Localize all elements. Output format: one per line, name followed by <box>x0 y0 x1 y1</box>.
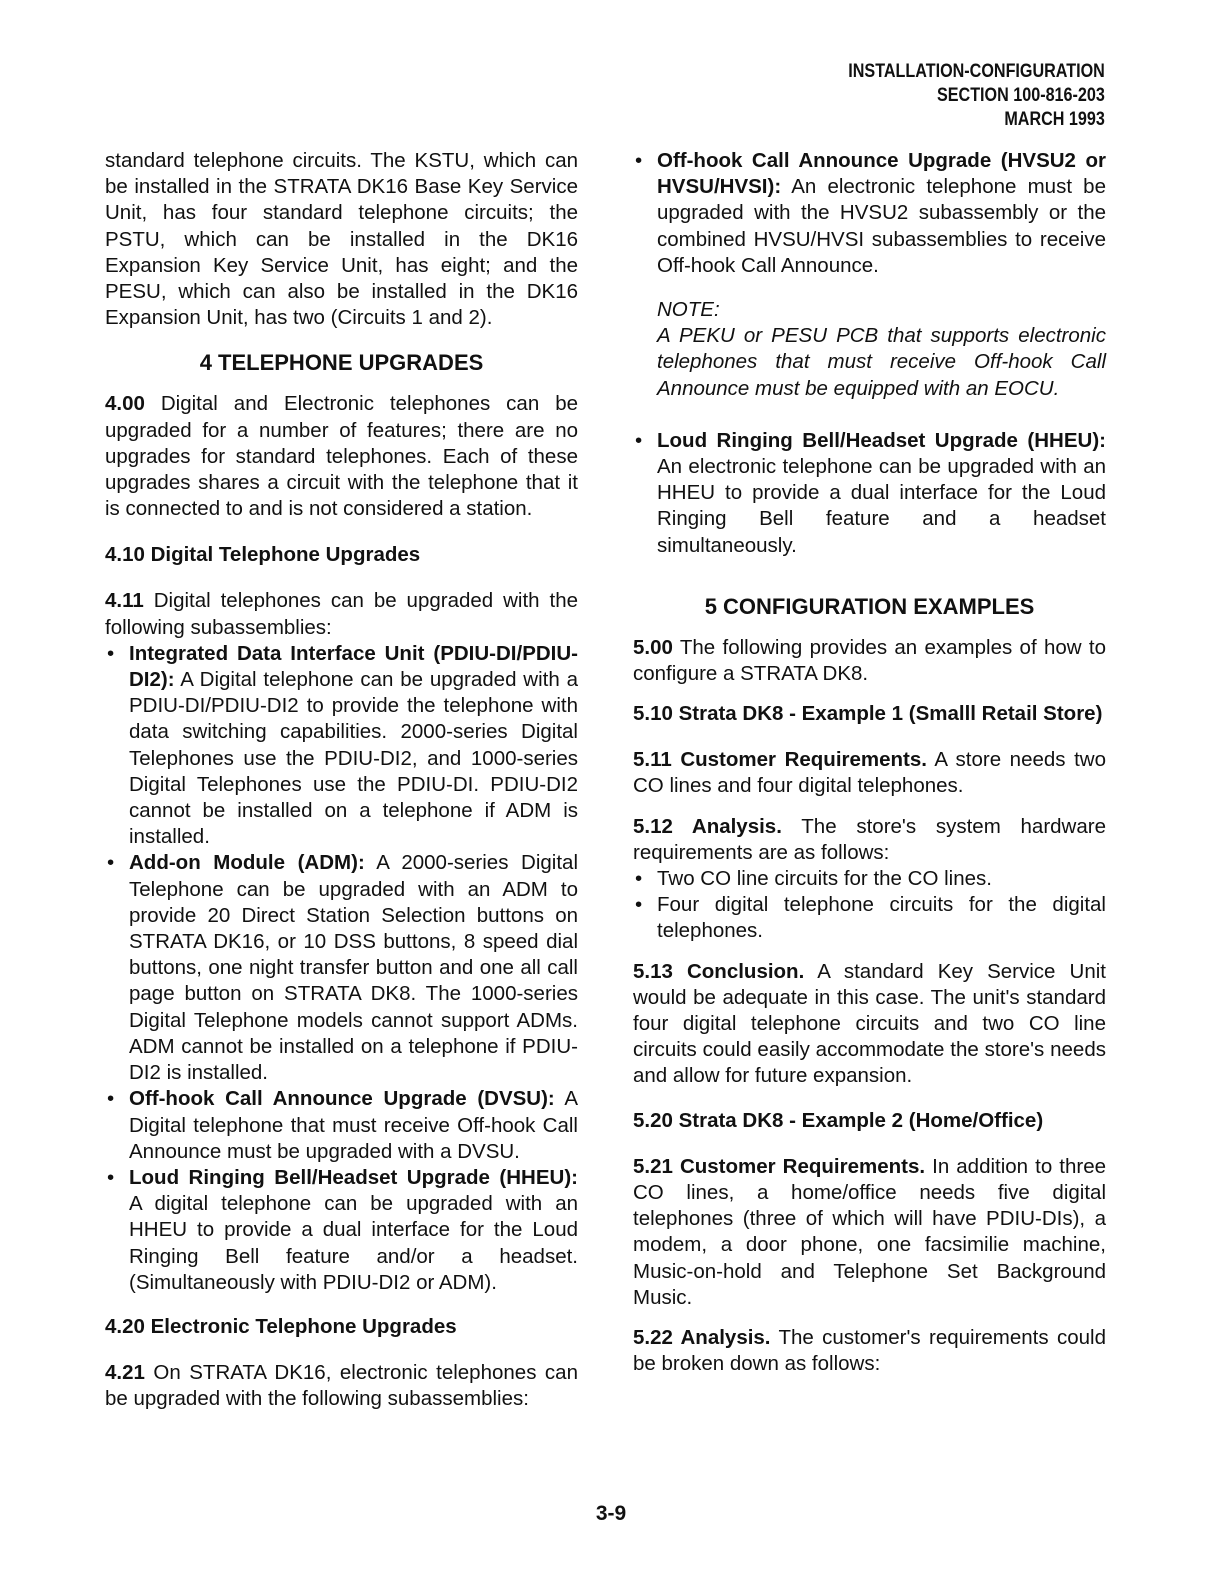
paragraph-5-12 <box>633 814 1106 866</box>
para-text: Digital and Electronic telephones can be upgraded for a number of features; there are no upgrades for standard telephones. Each of these upgrades shares a circuit with the telephone that it is connected to and is not considered a station. <box>105 392 578 521</box>
heading-5-20: 5.20 Strata DK8 - Example 2 (Home/Office) <box>633 1108 1044 1132</box>
item-lead: Loud Ringing Bell/Headset Upgrade (HHEU): <box>657 428 1106 452</box>
item-text: A digital telephone can be upgraded with an HHEU to provide a dual interface for the Loud Ringing Bell feature and/or a headset. (Simultaneously with PDIU-DI2 or ADM). <box>129 1192 578 1294</box>
heading-4-10: 4.10 Digital Telephone Upgrades <box>105 543 421 567</box>
item-text: An electronic telephone can be upgraded with an HHEU to provide a dual interface for the Loud Ringing Bell feature and a headset simultaneously. <box>657 455 1106 557</box>
para-number: 4.00 <box>105 392 145 416</box>
list-item <box>633 428 1106 559</box>
para-number: 5.00 <box>633 635 673 659</box>
left-column <box>105 148 578 1426</box>
header-section: SECTION 100-816-203 <box>937 85 1105 106</box>
paragraph-5-11 <box>633 747 1106 799</box>
list-item: • Two CO line circuits for the CO lines. <box>633 866 1106 892</box>
para-text: A standard Key Service Unit would be adequate in this case. The unit's standard four digital telephone circuits and two CO line circuits could easily accommodate the store's needs and allow for future expansion. <box>633 959 1106 1088</box>
para-text: The following provides an examples of how to configure a STRATA DK8. <box>633 635 1106 686</box>
para-text: In addition to three CO lines, a home/office needs five digital telephones (three of which will have PDIU-DIs), a modem, a door phone, one facsimilie machine, Music-on-hold and Telephone Set Background Music. <box>633 1154 1106 1309</box>
electronic-upgrades-list-2 <box>633 428 1106 559</box>
intro-paragraph: standard telephone circuits. The KSTU, which can be installed in the STRATA DK16 Base Key Service Unit, has four standard telephone circuits; the PSTU, which can be installed in the DK16 Expansion Key Service Unit, has eight; and the PESU, which can also be installed in the DK16 Expansion Unit, has two (Circuits 1 and 2). <box>105 149 578 330</box>
item-lead: Off-hook Call Announce Upgrade (DVSU): <box>129 1087 555 1111</box>
list-item <box>105 1165 578 1296</box>
page-header <box>848 60 1105 132</box>
list-item <box>105 1086 578 1165</box>
paragraph-4-00 <box>105 391 578 522</box>
para-text: A store needs two CO lines and four digital telephones. <box>633 748 1106 798</box>
page-number: 3-9 <box>595 1502 627 1525</box>
para-lead: 5.22 Analysis. <box>633 1325 771 1349</box>
para-text: On STRATA DK16, electronic telephones can be upgraded with the following subassemblies: <box>105 1360 578 1411</box>
section-5-heading: 5 CONFIGURATION EXAMPLES <box>704 593 1035 619</box>
item-text: A 2000-series Digital Telephone can be upgraded with an ADM to provide 20 Direct Station Selection buttons on STRATA DK16, or 10 DSS buttons, 8 speed dial buttons, one night transfer button and one all call page button on STRATA DK8. The 1000-series Digital Telephone models cannot support ADMs. ADM cannot be installed on a telephone if PDIU-DI2 is installed. <box>129 851 578 1085</box>
paragraph-4-21 <box>105 1360 578 1412</box>
para-lead: 5.12 Analysis. <box>633 814 782 838</box>
header-date: MARCH 1993 <box>1004 109 1105 130</box>
heading-4-20: 4.20 Electronic Telephone Upgrades <box>105 1314 457 1338</box>
analysis-list <box>633 866 1106 945</box>
header-title: INSTALLATION-CONFIGURATION <box>848 61 1105 82</box>
paragraph-5-00 <box>633 635 1106 687</box>
digital-upgrades-list <box>105 641 578 1296</box>
para-text: The store's system hardware requirements are as follows: <box>633 814 1106 864</box>
item-text: A Digital telephone that must receive Off-hook Call Announce must be upgraded with a DVSU. <box>129 1087 578 1163</box>
para-lead: 5.11 Customer Requirements. <box>633 748 927 772</box>
item-text: A Digital telephone can be upgraded with a PDIU-DI/PDIU-DI2 to provide the telephone with data switching capabilities. 2000-series Digital Telephones use the PDIU-DI2, and 1000-series Digital Telephones use the PDIU-DI. PDIU-DI2 cannot be installed on a telephone if ADM is installed. <box>129 668 578 849</box>
paragraph-5-21 <box>633 1154 1106 1311</box>
note-box <box>633 297 1106 402</box>
para-text: The customer's requirements could be broken down as follows: <box>633 1325 1106 1376</box>
para-number: 4.11 <box>105 589 144 613</box>
electronic-upgrades-list <box>633 148 1106 279</box>
para-text: Digital telephones can be upgraded with the following subassemblies: <box>105 589 578 639</box>
item-lead: Off-hook Call Announce Upgrade (HVSU2 or HVSU/HVSI): <box>657 149 1106 199</box>
list-item <box>633 148 1106 279</box>
paragraph-5-22 <box>633 1325 1106 1377</box>
item-text: An electronic telephone must be upgraded with the HVSU2 subassembly or the combined HVSU/HVSI subassemblies to receive Off-hook Call Announce. <box>657 175 1106 277</box>
right-column <box>633 148 1106 1391</box>
item-lead: Add-on Module (ADM): <box>129 851 365 875</box>
item-lead: Integrated Data Interface Unit (PDIU-DI/PDIU-DI2): <box>129 641 578 692</box>
para-lead: 5.21 Customer Requirements. <box>633 1154 926 1178</box>
item-lead: Loud Ringing Bell/Headset Upgrade (HHEU): <box>129 1165 578 1189</box>
list-item <box>105 641 578 851</box>
list-item: • Four digital telephone circuits for the digital telephones. <box>633 892 1106 944</box>
para-number: 4.21 <box>105 1360 145 1384</box>
para-lead: 5.13 Conclusion. <box>633 959 805 983</box>
note-text: A PEKU or PESU PCB that supports electronic telephones that must receive Off-hook Call Announce must be equipped with an EOCU. <box>657 324 1106 400</box>
heading-5-10: 5.10 Strata DK8 - Example 1 (Smalll Retail Store) <box>633 702 1103 726</box>
paragraph-4-11 <box>105 588 578 640</box>
note-label: NOTE: <box>657 298 720 322</box>
list-item <box>105 850 578 1086</box>
paragraph-5-13 <box>633 959 1106 1090</box>
section-4-heading: 4 TELEPHONE UPGRADES <box>199 350 484 376</box>
